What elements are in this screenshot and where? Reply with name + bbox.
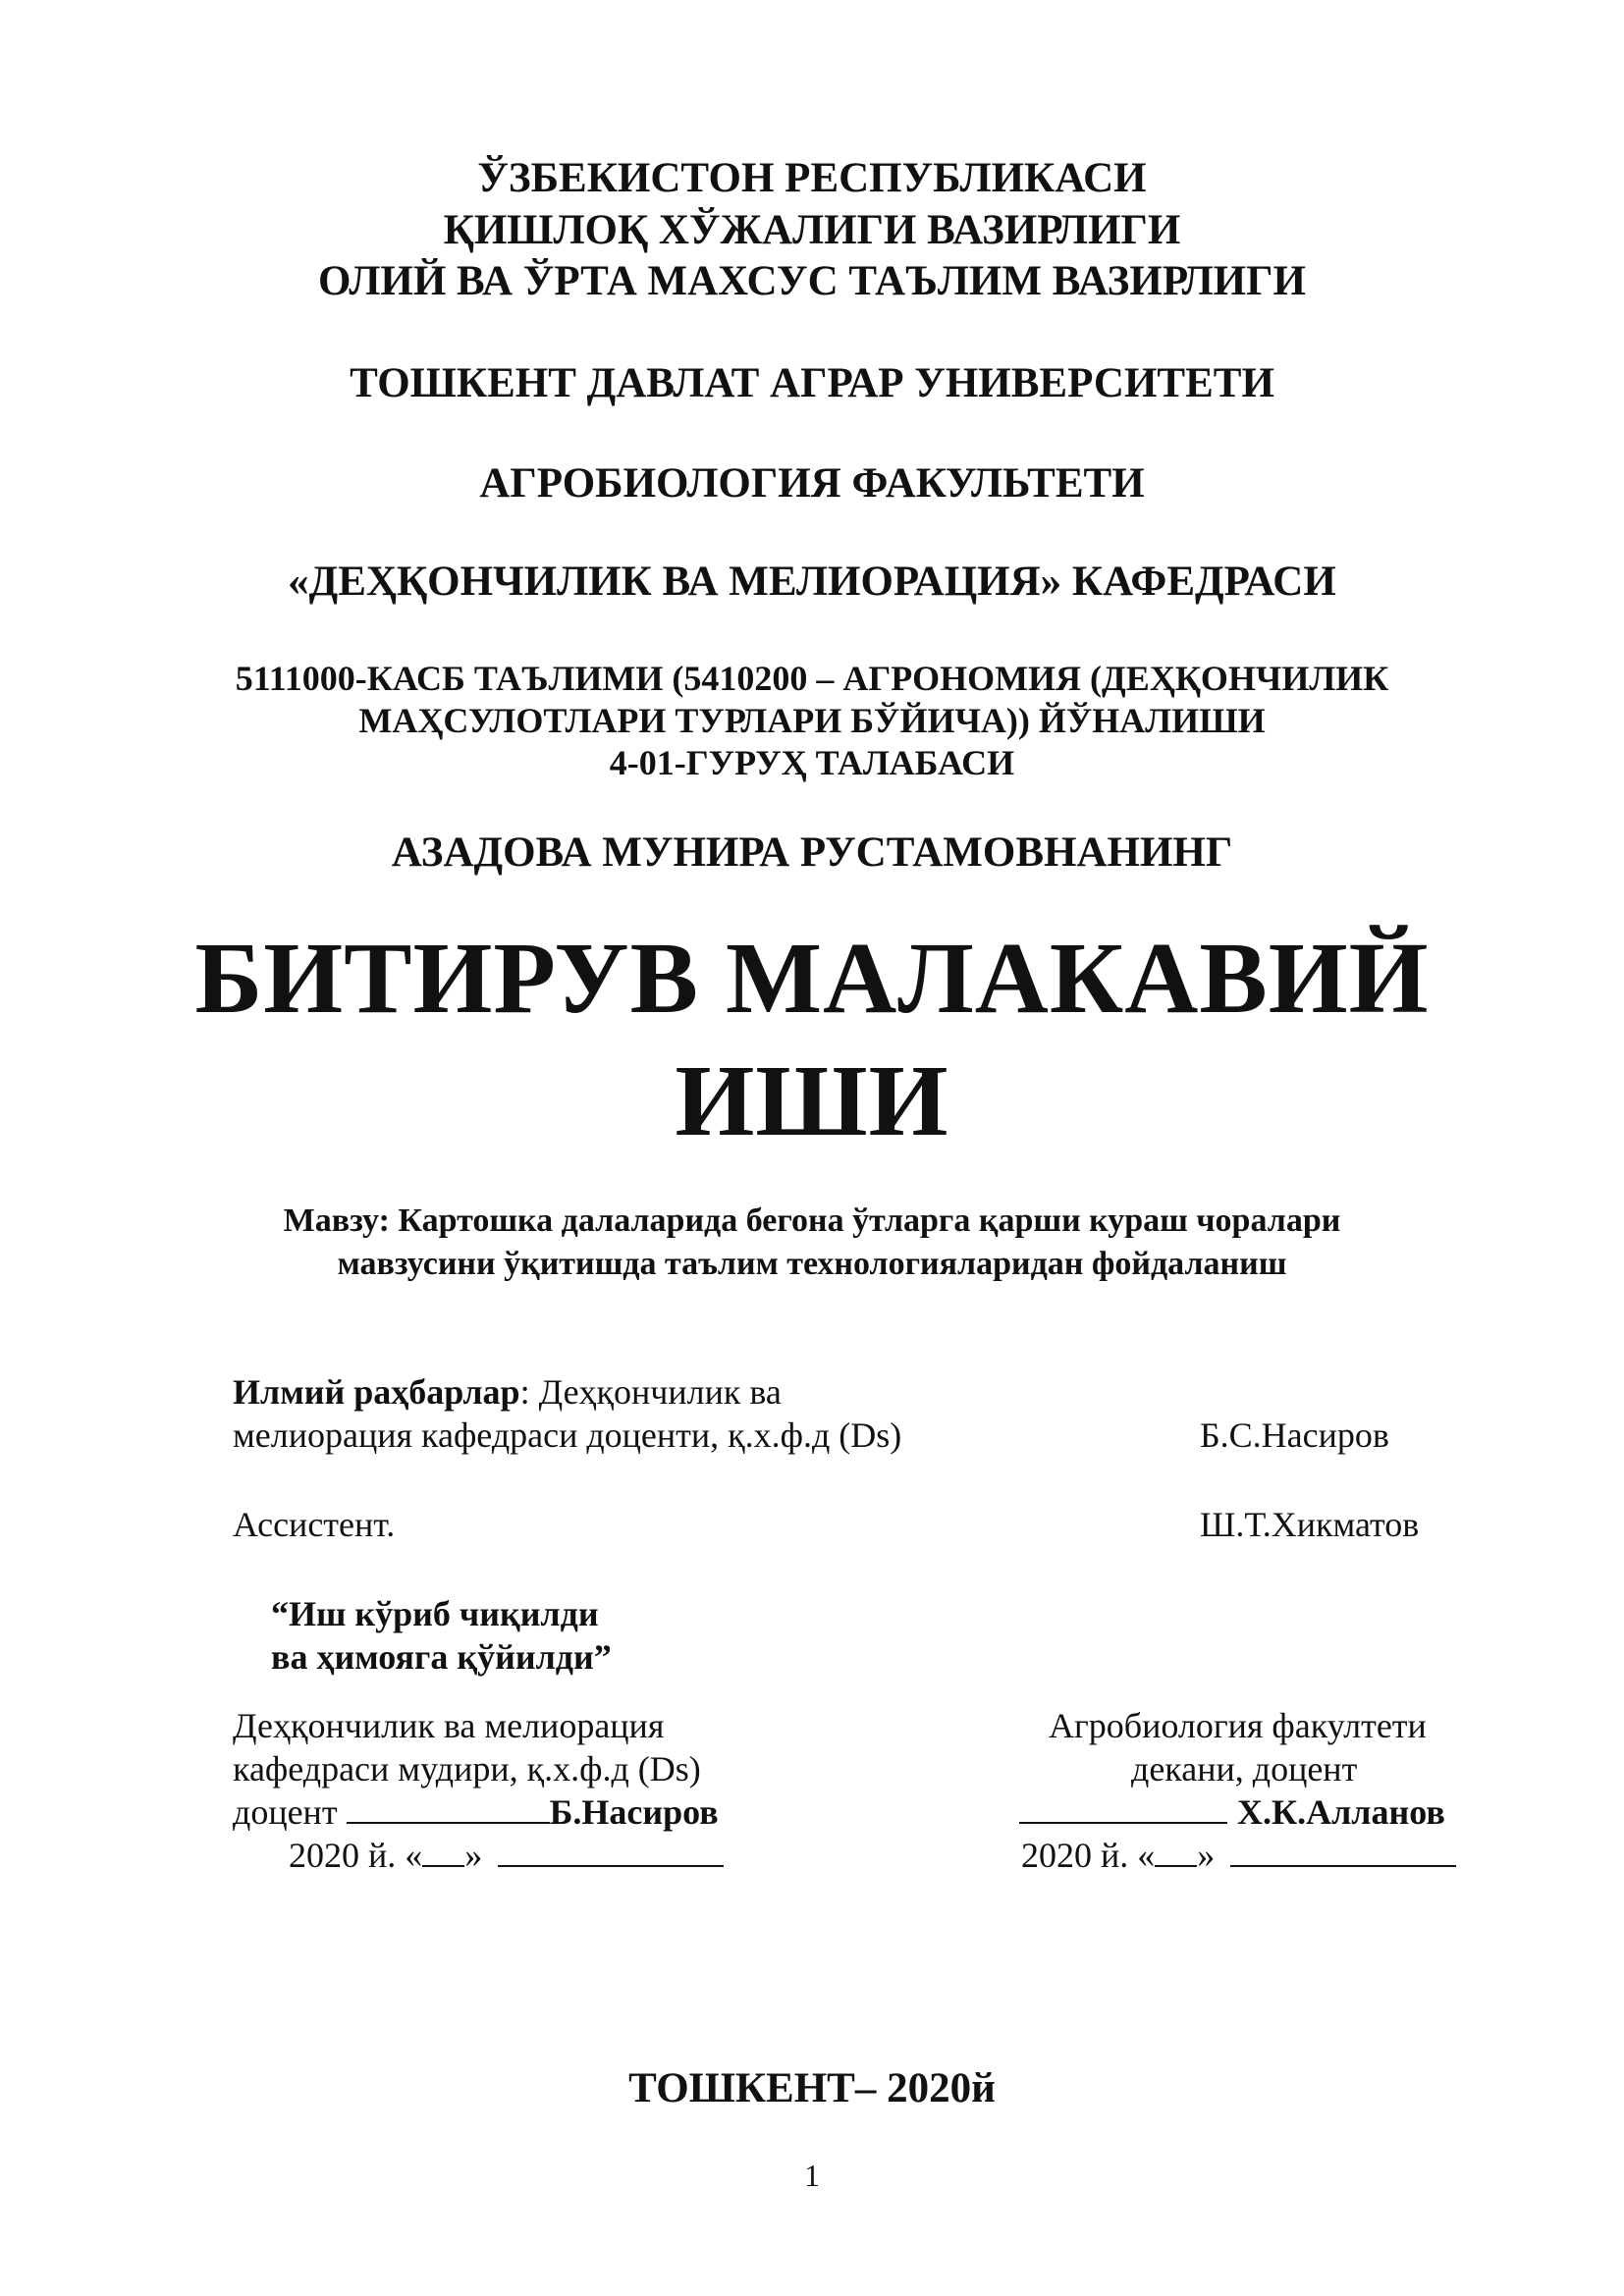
right-date-prefix: 2020 й. « bbox=[1021, 1836, 1156, 1875]
right-day-blank bbox=[1155, 1836, 1197, 1867]
city-year: ТОШКЕНТ– 2020й bbox=[628, 2065, 996, 2111]
supervisors-label: Илмий раҳбарлар bbox=[233, 1372, 520, 1412]
supervisor-name-2: Ш.Т.Хикматов bbox=[1200, 1505, 1420, 1544]
assistant-label: Ассистент. bbox=[233, 1505, 396, 1544]
left-sign-line-2: кафедраси мудири, қ.х.ф.д (Ds) bbox=[233, 1749, 701, 1789]
supervisors-desc-2: мелиорация кафедраси доценти, қ.х.ф.д (Ds) bbox=[233, 1415, 902, 1455]
program-line-1: 5111000-КАСБ ТАЪЛИМИ (5410200 – АГРОНОМИЯ (ДЕҲҚОНЧИЛИК bbox=[235, 659, 1389, 698]
department-heading: «ДЕҲҚОНЧИЛИК ВА МЕЛИОРАЦИЯ» КАФЕДРАСИ bbox=[288, 559, 1336, 605]
document-title-line-2: ИШИ bbox=[675, 1044, 949, 1157]
left-sign-line-1: Деҳқончилик ва мелиорация bbox=[233, 1706, 665, 1745]
supervisor-name-1: Б.С.Насиров bbox=[1200, 1415, 1389, 1455]
supervisors-line-1 bbox=[233, 1371, 782, 1413]
approval-line-1: “Иш кўриб чиқилди bbox=[271, 1594, 599, 1633]
left-date-mid: » bbox=[464, 1836, 483, 1875]
right-date-mid: » bbox=[1197, 1836, 1216, 1875]
right-signature-blank bbox=[1019, 1792, 1227, 1824]
ministry-agriculture-heading: ҚИШЛОҚ ХЎЖАЛИГИ ВАЗИРЛИГИ bbox=[443, 207, 1181, 253]
program-line-2: МАҲСУЛОТЛАРИ ТУРЛАРИ БЎЙИЧА)) ЙЎНАЛИШИ bbox=[358, 701, 1266, 740]
left-date-prefix: 2020 й. « bbox=[289, 1836, 423, 1875]
supervisors-desc-1: : Деҳқончилик ва bbox=[519, 1372, 782, 1412]
right-sign-name-line bbox=[1019, 1791, 1445, 1833]
right-sign-line-2: декани, доцент bbox=[1131, 1749, 1358, 1789]
group-line: 4-01-ГУРУҲ ТАЛАБАСИ bbox=[609, 743, 1015, 782]
right-month-blank bbox=[1230, 1836, 1456, 1867]
left-signature-blank bbox=[347, 1792, 550, 1824]
document-title-line-1: БИТИРУВ МАЛАКАВИЙ bbox=[194, 922, 1430, 1035]
university-heading: ТОШКЕНТ ДАВЛАТ АГРАР УНИВЕРСИТЕТИ bbox=[350, 360, 1274, 406]
left-sign-role: доцент bbox=[233, 1792, 347, 1832]
left-date-line bbox=[289, 1835, 724, 1876]
faculty-heading: АГРОБИОЛОГИЯ ФАКУЛЬТЕТИ bbox=[479, 460, 1145, 507]
left-day-blank bbox=[422, 1836, 464, 1867]
student-name: АЗАДОВА МУНИРА РУСТАМОВНАНИНГ bbox=[391, 829, 1233, 876]
page-number: 1 bbox=[804, 2158, 820, 2193]
right-sign-line-1: Агробиология факултети bbox=[1049, 1706, 1427, 1745]
right-sign-name: Х.К.Алланов bbox=[1237, 1792, 1445, 1832]
topic-line-2: мавзусини ўқитишда таълим технологияларидан фойдаланиш bbox=[337, 1246, 1287, 1282]
left-sign-name-line bbox=[233, 1791, 719, 1833]
republic-heading: ЎЗБЕКИСТОН РЕСПУБЛИКАСИ bbox=[477, 155, 1147, 201]
right-date-line bbox=[1021, 1835, 1456, 1876]
topic-line-1: Мавзу: Картошка далаларида бегона ўтларга қарши кураш чоралари bbox=[283, 1202, 1341, 1239]
left-month-blank bbox=[498, 1836, 724, 1867]
approval-line-2: ва ҳимояга қўйилди” bbox=[271, 1637, 612, 1677]
ministry-education-heading: ОЛИЙ ВА ЎРТА МАХСУС ТАЪЛИМ ВАЗИРЛИГИ bbox=[318, 258, 1306, 304]
left-sign-name: Б.Насиров bbox=[549, 1792, 719, 1832]
